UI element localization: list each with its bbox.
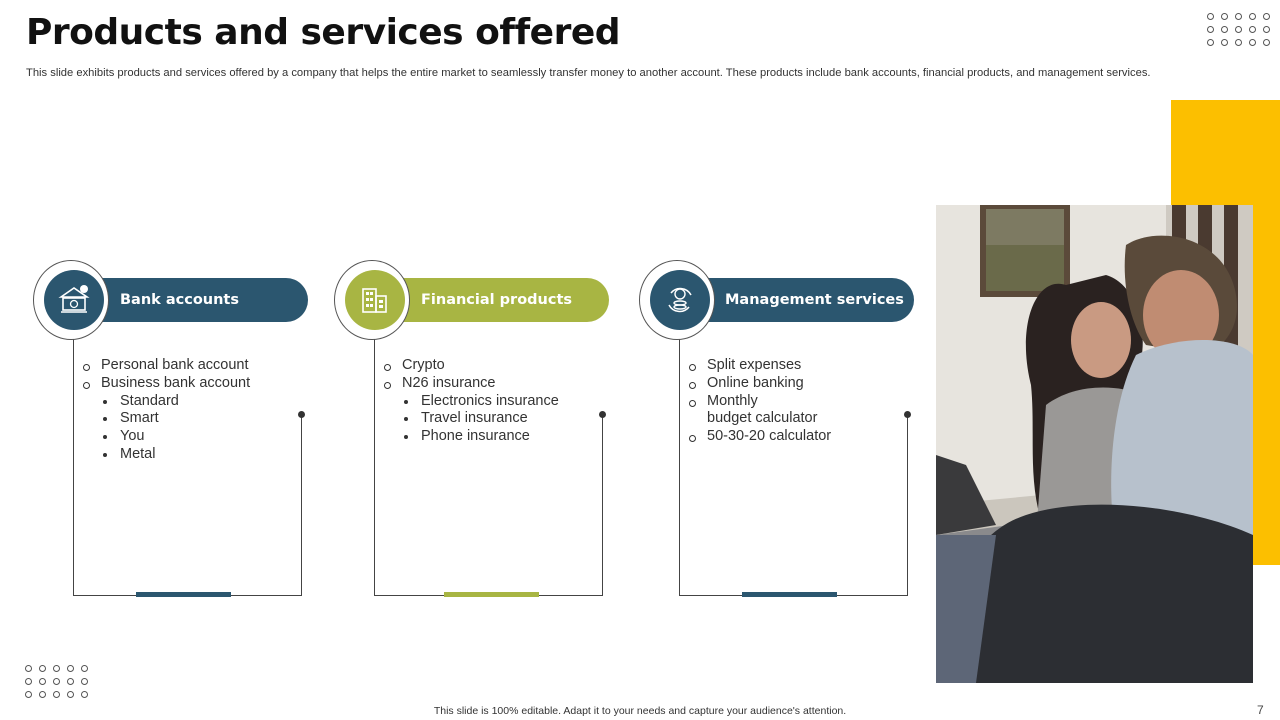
page-number: 7 [1257, 703, 1264, 717]
list-item: Travel insurance [382, 410, 559, 428]
list-item: budget calculator [707, 410, 818, 427]
icon-ring [334, 260, 410, 340]
people-laptop-photo [936, 205, 1253, 683]
decorative-dots-bottom-left [25, 665, 88, 698]
page-title: Products and services offered [26, 12, 621, 53]
connector-dot [298, 411, 305, 418]
list-item: Standard [81, 393, 250, 411]
list-item: N26 insurance [382, 375, 559, 393]
card-accent-line [444, 592, 539, 597]
list-item: Metal [81, 446, 250, 464]
icon-ring [33, 260, 109, 340]
card-title: Financial products [421, 292, 573, 308]
list-item: You [81, 428, 250, 446]
list-item: Monthly [687, 393, 831, 411]
card-list [382, 357, 559, 446]
card-bank-accounts [33, 260, 323, 600]
coins-cycle-icon [650, 270, 710, 330]
decorative-dots-top-right [1207, 13, 1270, 46]
list-item: Electronics insurance [382, 393, 559, 411]
card-accent-line [136, 592, 231, 597]
card-management-services [639, 260, 929, 600]
list-item: Split expenses [687, 357, 831, 375]
list-item: Business bank account [81, 375, 250, 393]
list-item: Personal bank account [81, 357, 250, 375]
icon-ring [639, 260, 715, 340]
card-list [81, 357, 250, 464]
list-item: Phone insurance [382, 428, 559, 446]
list-item: 50-30-20 calculator [687, 428, 831, 446]
connector-dot [599, 411, 606, 418]
bank-icon [44, 270, 104, 330]
list-item: Smart [81, 410, 250, 428]
page-subtitle: This slide exhibits products and services offered by a company that helps the entire market to seamlessly transfer money to another account. These products include bank accounts, financial products, and management services. [26, 67, 1151, 79]
list-item: Online banking [687, 375, 831, 393]
card-financial-products [334, 260, 624, 600]
connector-dot [904, 411, 911, 418]
card-title: Bank accounts [120, 292, 239, 308]
card-title: Management services [725, 292, 904, 308]
card-list [687, 357, 831, 446]
footer-note: This slide is 100% editable. Adapt it to your needs and capture your audience's attention. [433, 705, 847, 717]
building-icon [345, 270, 405, 330]
list-item: Crypto [382, 357, 559, 375]
card-accent-line [742, 592, 837, 597]
